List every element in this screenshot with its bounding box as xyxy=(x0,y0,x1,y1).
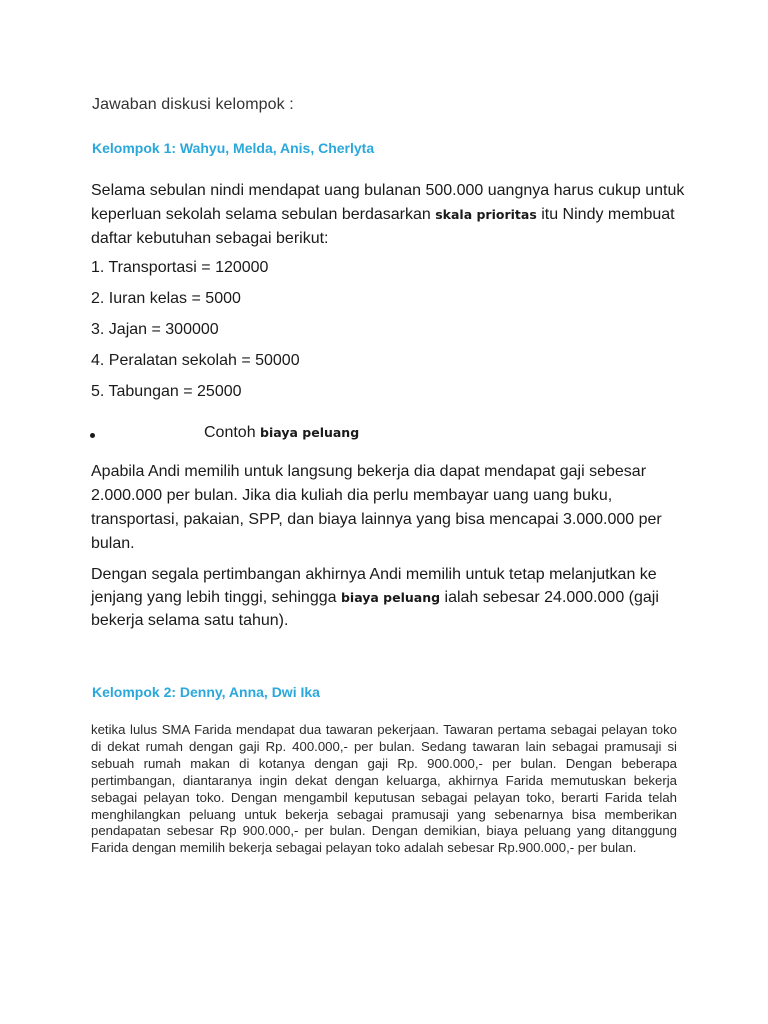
list-item: 5. Tabungan = 25000 xyxy=(91,383,242,400)
keyword-biaya-peluang: biaya peluang xyxy=(340,590,441,605)
andi-conclusion-text: Dengan segala pertimbangan akhirnya Andi memilih untuk tetap melanjutkan ke jenjang yang lebih tinggi, sehingga xyxy=(91,566,657,606)
keyword-biaya-peluang: biaya peluang xyxy=(260,425,360,440)
group2-heading: Kelompok 2: Denny, Anna, Dwi Ika xyxy=(92,684,320,700)
list-item: 3. Jajan = 300000 xyxy=(91,321,219,338)
group1-paragraph xyxy=(91,179,691,251)
bullet-dot-icon xyxy=(90,433,95,438)
group1-paragraph-text-end: itu Nindy membuat daftar kebutuhan sebagai berikut: xyxy=(91,206,675,247)
andi-conclusion-text-end: ialah sebesar 24.000.000 (gaji bekerja selama satu tahun). xyxy=(91,589,659,629)
list-item: 1. Transportasi = 120000 xyxy=(91,259,269,276)
intro-line: Jawaban diskusi kelompok : xyxy=(92,96,294,113)
andi-paragraph: Apabila Andi memilih untuk langsung bekerja dia dapat mendapat gaji sebesar 2.000.000 per bulan. Jika dia kuliah dia perlu membayar uang uang buku, transportasi, pakaian, SPP, dan biaya lainnya yang bisa mencapai 3.000.000 per bulan. xyxy=(91,463,662,552)
bullet-item xyxy=(90,424,490,446)
group1-heading: Kelompok 1: Wahyu, Melda, Anis, Cherlyta xyxy=(92,140,375,156)
bullet-text xyxy=(204,424,359,442)
bullet-text-lead: Contoh xyxy=(204,424,261,441)
andi-conclusion-paragraph xyxy=(91,563,673,632)
list-item: 4. Peralatan sekolah = 50000 xyxy=(91,352,300,369)
farida-paragraph: ketika lulus SMA Farida mendapat dua tawaran pekerjaan. Tawaran pertama sebagai pelayan toko di dekat rumah dengan gaji Rp. 400.000,- per bulan. Sedang tawaran lain sebagai pramusaji si sebuah rumah makan di kotanya dengan gaji Rp. 900.000,- per bulan. Dengan beberapa pertimbangan, diantaranya ingin dekat dengan keluarga, akhirnya Farida memutuskan bekerja sebagai pelayan toko. Dengan mengambil keputusan sebagai pelayan toko, berarti Farida telah menghilangkan peluang untuk bekerja sebagai pramusaji yang sebenarnya bisa memberikan pendapatan sebesar Rp 900.000,- per bulan. Dengan demikian, biaya peluang yang ditanggung Farida dengan memilih bekerja sebagai pelayan toko adalah sebesar Rp.900.000,- per bulan. xyxy=(91,722,677,856)
keyword-skala-prioritas: skala prioritas xyxy=(435,207,537,222)
group1-paragraph-text: Selama sebulan nindi mendapat uang bulanan 500.000 uangnya harus cukup untuk keperluan sekolah selama sebulan berdasarkan xyxy=(91,182,685,223)
list-item: 2. Iuran kelas = 5000 xyxy=(91,290,241,307)
